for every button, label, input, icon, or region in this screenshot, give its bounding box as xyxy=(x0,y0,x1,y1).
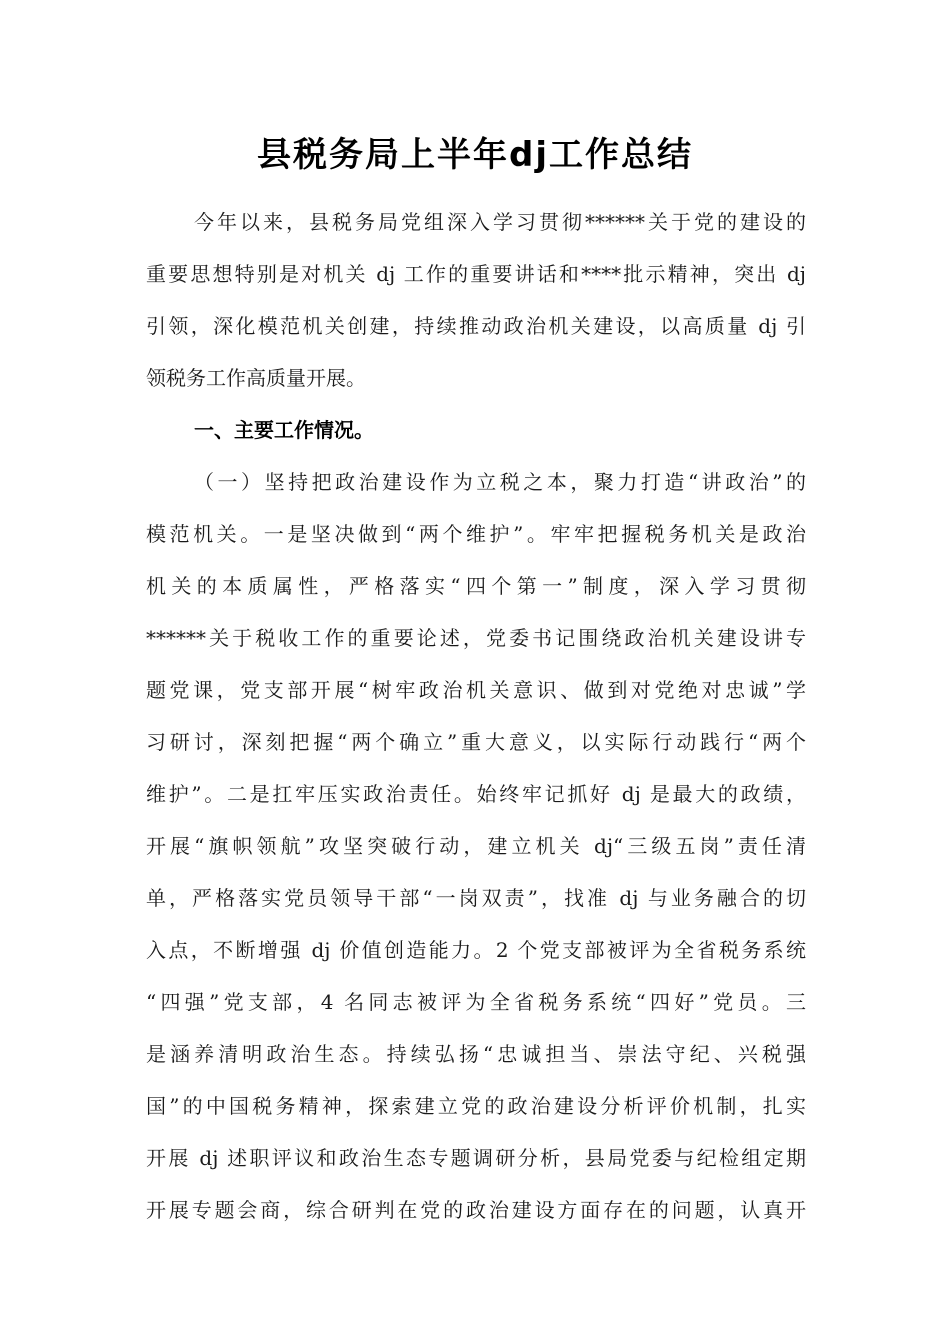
body-line: 习研讨，深刻把握“两个确立”重大意义，以实际行动践行“两个 xyxy=(146,730,806,754)
body-line: 题党课，党支部开展“树牢政治机关意识、做到对党绝对忠诚”学 xyxy=(146,678,806,702)
body-line: 维护”。二是扛牢压实政治责任。始终牢记抓好 dj 是最大的政绩， xyxy=(146,782,806,806)
body-line: 模范机关。一是坚决做到“两个维护”。牢牢把握税务机关是政治 xyxy=(146,522,806,546)
body-line: 机关的本质属性，严格落实“四个第一”制度，深入学习贯彻 xyxy=(146,574,806,598)
intro-line: 今年以来，县税务局党组深入学习贯彻******关于党的建设的 xyxy=(194,210,806,234)
body-line: ******关于税收工作的重要论述，党委书记围绕政治机关建设讲专 xyxy=(146,626,806,650)
body-line: 国”的中国税务精神，探索建立党的政治建设分析评价机制，扎实 xyxy=(146,1094,806,1118)
body-line: 开展 dj 述职评议和政治生态专题调研分析，县局党委与纪检组定期 xyxy=(146,1146,806,1170)
body-line: 是涵养清明政治生态。持续弘扬“忠诚担当、崇法守纪、兴税强 xyxy=(146,1042,806,1066)
body-line: 开展“旗帜领航”攻坚突破行动，建立机关 dj“三级五岗”责任清 xyxy=(146,834,806,858)
body-line: 开展专题会商，综合研判在党的政治建设方面存在的问题，认真开 xyxy=(146,1198,806,1222)
intro-line: 重要思想特别是对机关 dj 工作的重要讲话和****批示精神，突出 dj xyxy=(146,262,806,286)
body-line: “四强”党支部，4 名同志被评为全省税务系统“四好”党员。三 xyxy=(146,990,806,1014)
body-line: （一）坚持把政治建设作为立税之本，聚力打造“讲政治”的 xyxy=(194,470,806,494)
intro-line: 领税务工作高质量开展。 xyxy=(146,366,366,390)
body-line: 入点，不断增强 dj 价值创造能力。2 个党支部被评为全省税务系统 xyxy=(146,938,806,962)
intro-line: 引领，深化模范机关创建，持续推动政治机关建设，以高质量 dj 引 xyxy=(146,314,806,338)
document-title: 县税务局上半年dj工作总结 xyxy=(257,135,693,175)
section-heading: 一、主要工作情况。 xyxy=(194,418,374,442)
body-line: 单，严格落实党员领导干部“一岗双责”，找准 dj 与业务融合的切 xyxy=(146,886,806,910)
